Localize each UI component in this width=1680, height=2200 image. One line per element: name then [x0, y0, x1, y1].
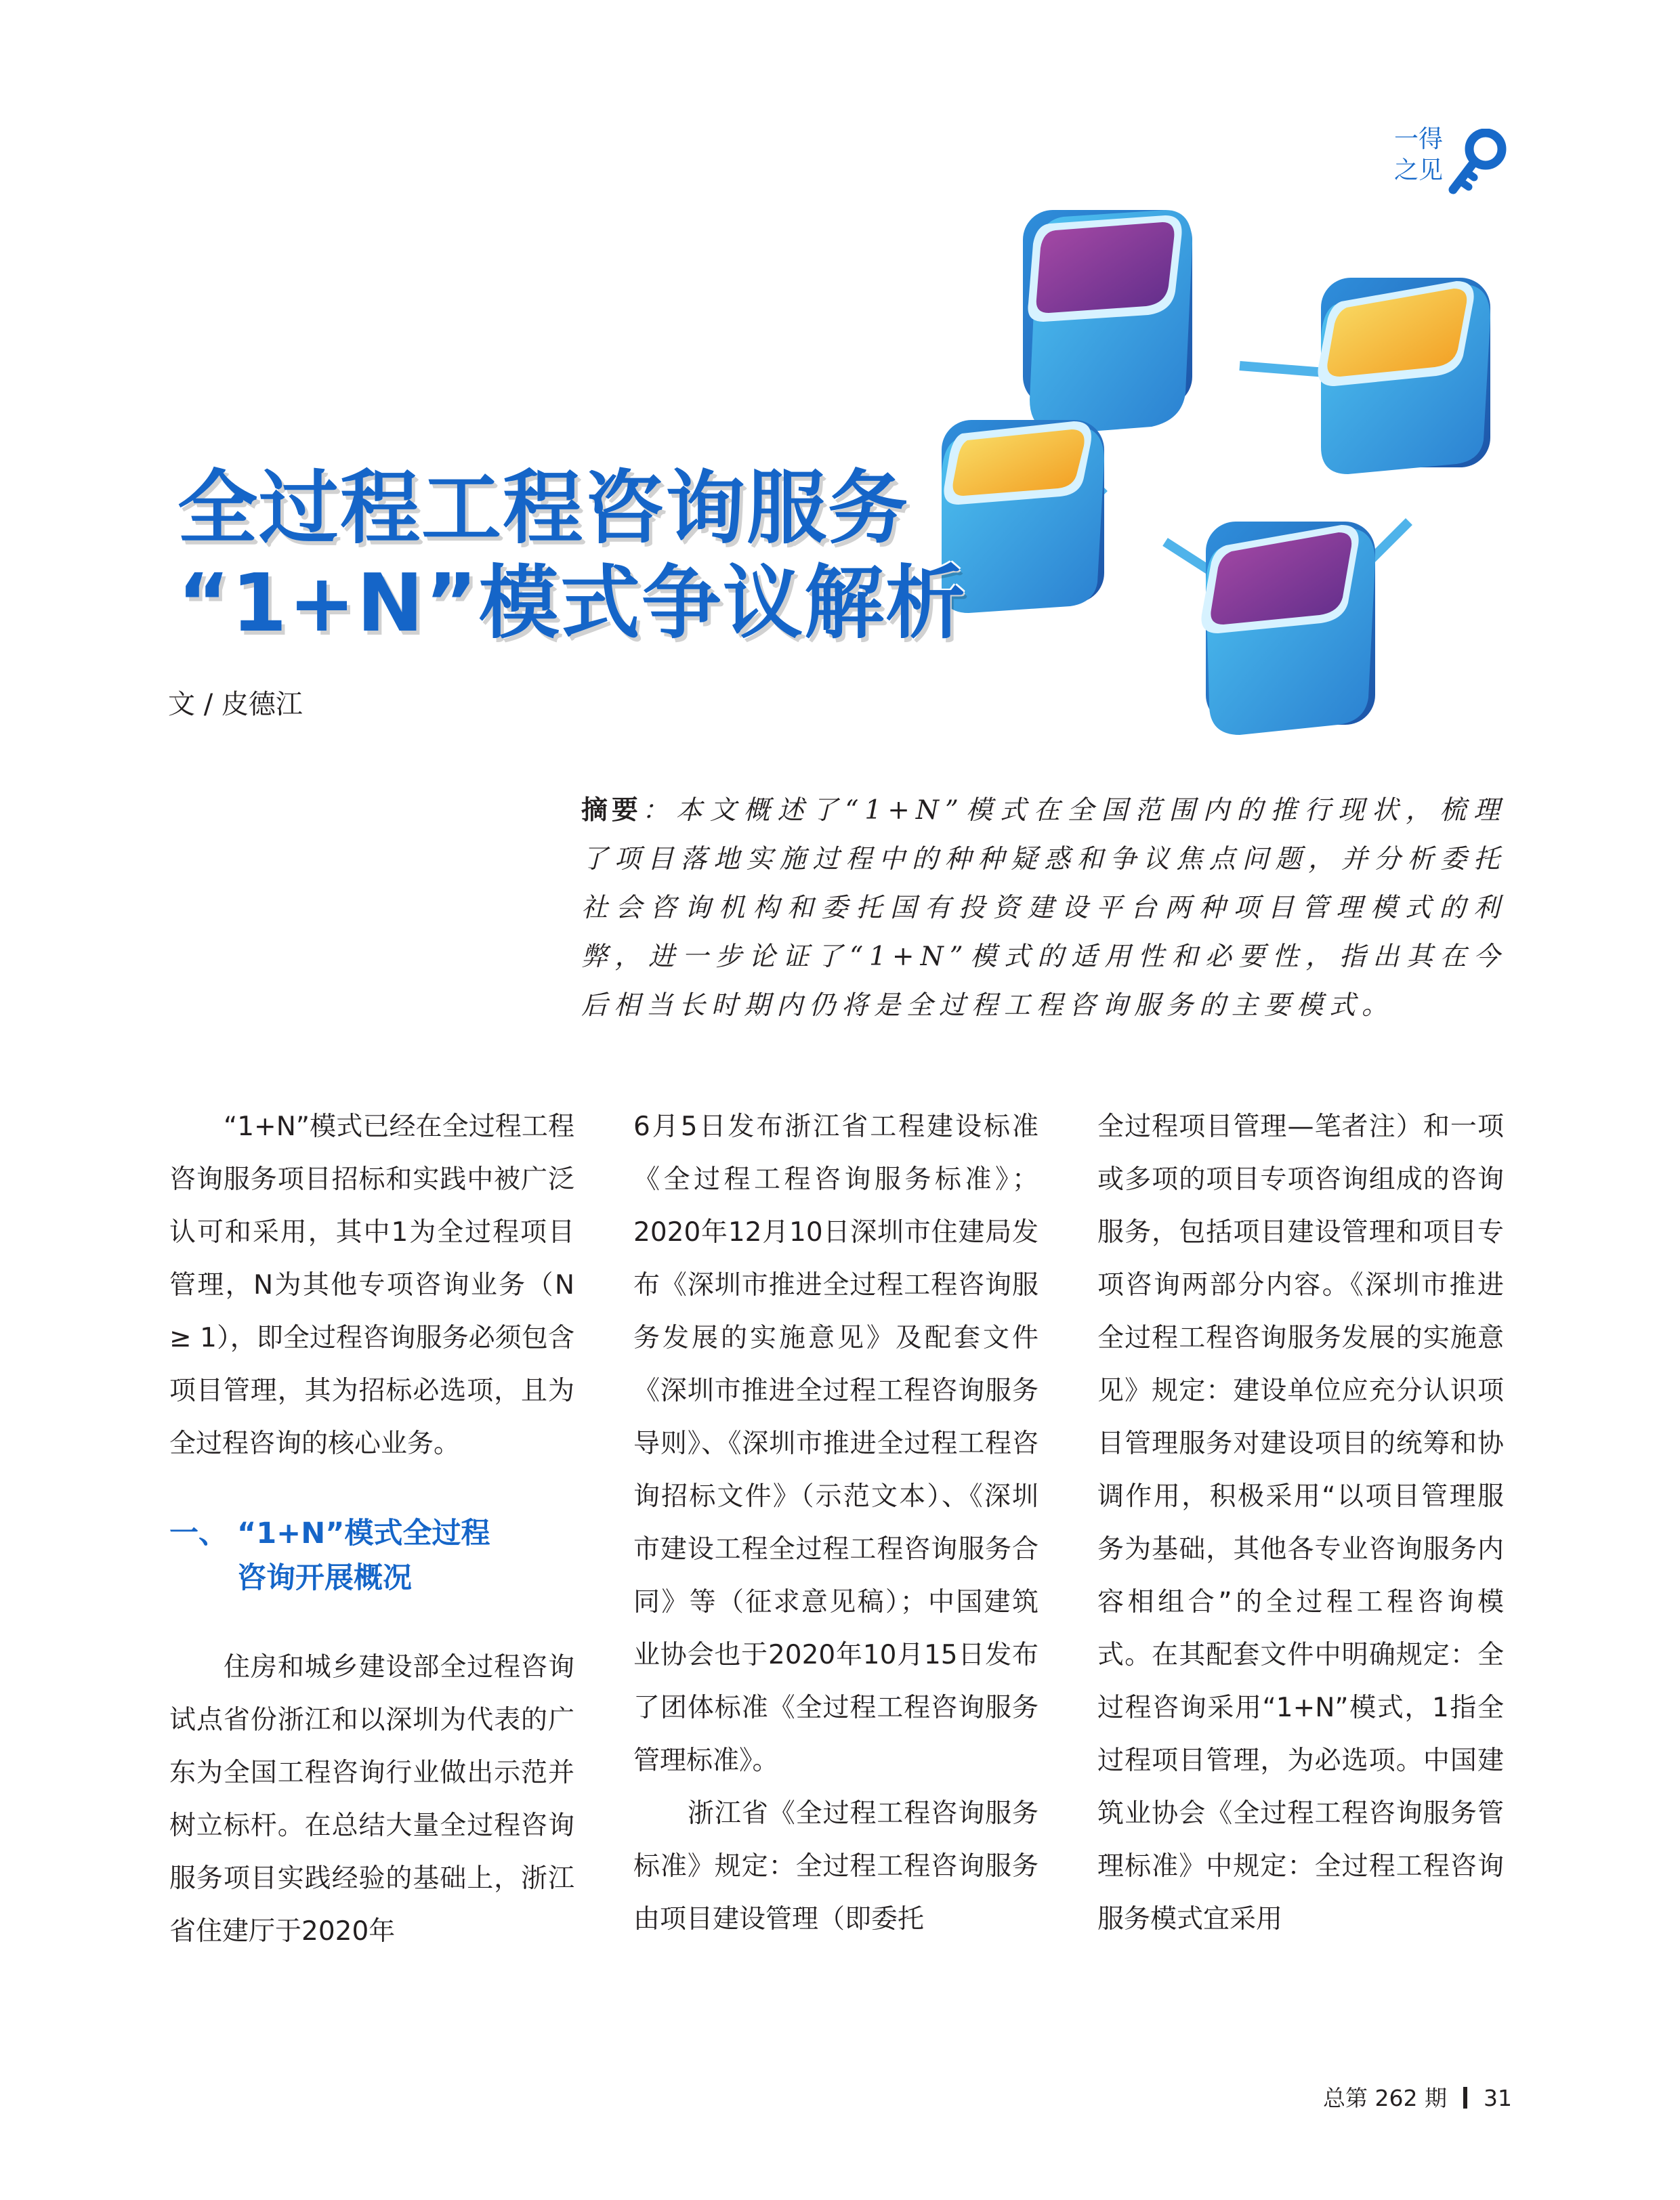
section-heading-1	[169, 1511, 574, 1601]
body-column-3	[1097, 1101, 1504, 1946]
title-line-2: “1+N”模式争议解析	[177, 556, 967, 650]
connector	[1165, 542, 1213, 572]
body-column-2	[633, 1101, 1038, 1946]
intro-paragraph: “1+N”模式已经在全过程工程咨询服务项目招标和实践中被广泛认可和采用，其中1为全过程项目管理，N为其他专项咨询业务（N ≥ 1），即全过程咨询服务必须包含项目管理，其为招标必选项，且为全过程咨询的核心业务。	[169, 1112, 574, 1459]
title-line-1: 全过程工程咨询服务	[177, 461, 910, 555]
section-heading-number: 一、	[169, 1517, 228, 1550]
section-heading-line-1: “1+N”模式全过程	[237, 1517, 490, 1550]
cube-purple-top	[1023, 210, 1192, 433]
paragraph-3-part-2: 全过程项目管理—笔者注）和一项或多项的项目专项咨询组成的咨询服务，包括项目建设管理和项目专项咨询两部分内容。《深圳市推进全过程工程咨询服务发展的实施意见》规定：建设单位应充分认识项目管理服务对建设项目的统筹和协调作用，积极采用“以项目管理服务为基础，其他各专业咨询服务内容相组合”的全过程工程咨询模式。在其配套文件中明确规定：全过程咨询采用“1+N”模式，1指全过程项目管理，为必选项。中国建筑业协会《全过程工程咨询服务管理标准》中规定：全过程工程咨询服务模式宜采用	[1097, 1112, 1504, 1934]
page-number: 31	[1484, 2085, 1512, 2111]
article-title	[177, 461, 990, 650]
abstract-label: 摘要	[581, 795, 642, 826]
section-tag-line1: 一得	[1393, 125, 1443, 153]
key-icon	[1446, 129, 1507, 196]
cube-yellow-right	[1318, 278, 1491, 474]
issue-number: 总第 262 期	[1323, 2085, 1447, 2111]
paragraph-3-part-1: 浙江省《全过程工程咨询服务标准》规定：全过程工程咨询服务由项目建设管理（即委托	[633, 1798, 1038, 1934]
section-tag	[1375, 124, 1443, 186]
abstract-text: ：本文概述了“1+N”模式在全国范围内的推行现状，梳理了项目落地实施过程中的种种疑惑和争议焦点问题，并分析委托社会咨询机构和委托国有投资建设平台两种项目管理模式的利弊，进一步论证了“1+N”模式的适用性和必要性，指出其在今后相当长时期内仍将是全过程工程咨询服务的主要模式。	[581, 795, 1506, 1021]
section-heading-line-2: 咨询开展概况	[237, 1561, 412, 1595]
paragraph-2-part-2: 6月5日发布浙江省工程建设标准《全过程工程咨询服务标准》；2020年12月10日深圳市住建局发布《深圳市推进全过程工程咨询服务发展的实施意见》及配套文件《深圳市推进全过程工程咨询服务导则》、《深圳市推进全过程工程咨询招标文件》（示范文本）、《深圳市建设工程全过程工程咨询服务合同》等（征求意见稿）；中国建筑业协会也于2020年10月15日发布了团体标准《全过程工程咨询服务管理标准》。	[633, 1112, 1038, 1776]
section-tag-line2: 之见	[1393, 156, 1443, 184]
hero-cubes-illustration	[942, 203, 1524, 772]
byline: 文 / 皮德江	[168, 689, 303, 720]
footer-divider	[1463, 2087, 1467, 2109]
cube-purple-bottom	[1202, 522, 1376, 735]
abstract	[581, 786, 1506, 1030]
paragraph-2-part-1: 住房和城乡建设部全过程咨询试点省份浙江和以深圳为代表的广东为全国工程咨询行业做出示范并树立标杆。在总结大量全过程咨询服务项目实践经验的基础上，浙江省住建厅于2020年	[169, 1652, 574, 1947]
page-footer	[1323, 2083, 1512, 2113]
body-column-1	[169, 1101, 574, 1958]
